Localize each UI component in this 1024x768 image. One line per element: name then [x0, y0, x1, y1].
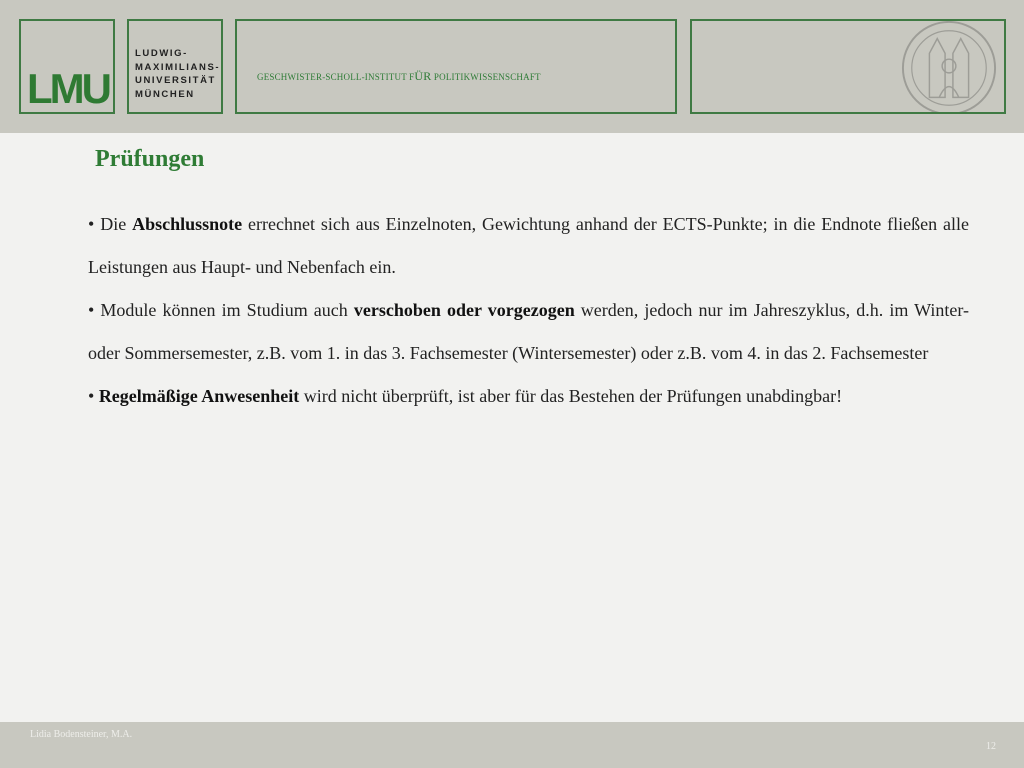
university-name-line: LUDWIG-: [135, 48, 188, 59]
institute-name: [257, 69, 541, 84]
university-name-box: [127, 19, 223, 114]
university-name-line: UNIVERSITÄT: [135, 75, 216, 86]
bullet-text: wird nicht überprüft, ist aber für das Bestehen der Prüfungen unabdingbar!: [299, 386, 843, 406]
lmu-logo-icon: LMU: [27, 65, 109, 112]
bullet-lead: •: [88, 386, 99, 406]
bullet-item: [88, 375, 969, 418]
page-number: 12: [986, 741, 996, 752]
slide-footer: [0, 722, 1024, 768]
bullet-lead: • Die: [88, 214, 133, 234]
slide-content: [88, 203, 969, 418]
bullet-text: werden, jedoch nur im Jahreszyklus, d.h. im Winter- oder Sommersemester, z.B. vom 1. in das 3. Fachsemester (Wintersemester) oder z.B. vom 4. in das 2. Fachsemester: [88, 300, 969, 363]
bullet-emphasis: Regelmäßige Anwesenheit: [98, 386, 300, 406]
university-name-line: MÜNCHEN: [135, 88, 195, 100]
institute-box: [235, 19, 677, 114]
slide-header: [0, 0, 1024, 133]
bullet-text: errechnet sich aus Einzelnoten, Gewichtung anhand der ECTS-Punkte; in die Endnote fließen alle Leistungen aus Haupt- und Nebenfach ein.: [88, 214, 969, 277]
institute-name-part: POLITIKWISSENSCHAFT: [431, 72, 541, 82]
seal-box: [690, 19, 1006, 114]
university-seal-icon: [900, 19, 998, 114]
bullet-item: [88, 289, 969, 375]
bullet-emphasis: Abschlussnote: [132, 214, 243, 234]
bullet-lead: • Module können im Studium auch: [88, 300, 354, 320]
author-name: Lidia Bodensteiner, M.A.: [30, 729, 133, 740]
bullet-item: [88, 203, 969, 289]
bullet-emphasis: verschoben oder vorgezogen: [353, 300, 575, 320]
slide-title: Prüfungen: [95, 146, 205, 172]
institute-name-part: GESCHWISTER-SCHOLL-INSTITUT F: [257, 72, 415, 82]
university-name-line: MAXIMILIANS-: [135, 61, 221, 73]
institute-name-part: ÜR: [414, 69, 432, 83]
university-name: [135, 47, 220, 101]
lmu-logo-box: [19, 19, 115, 114]
